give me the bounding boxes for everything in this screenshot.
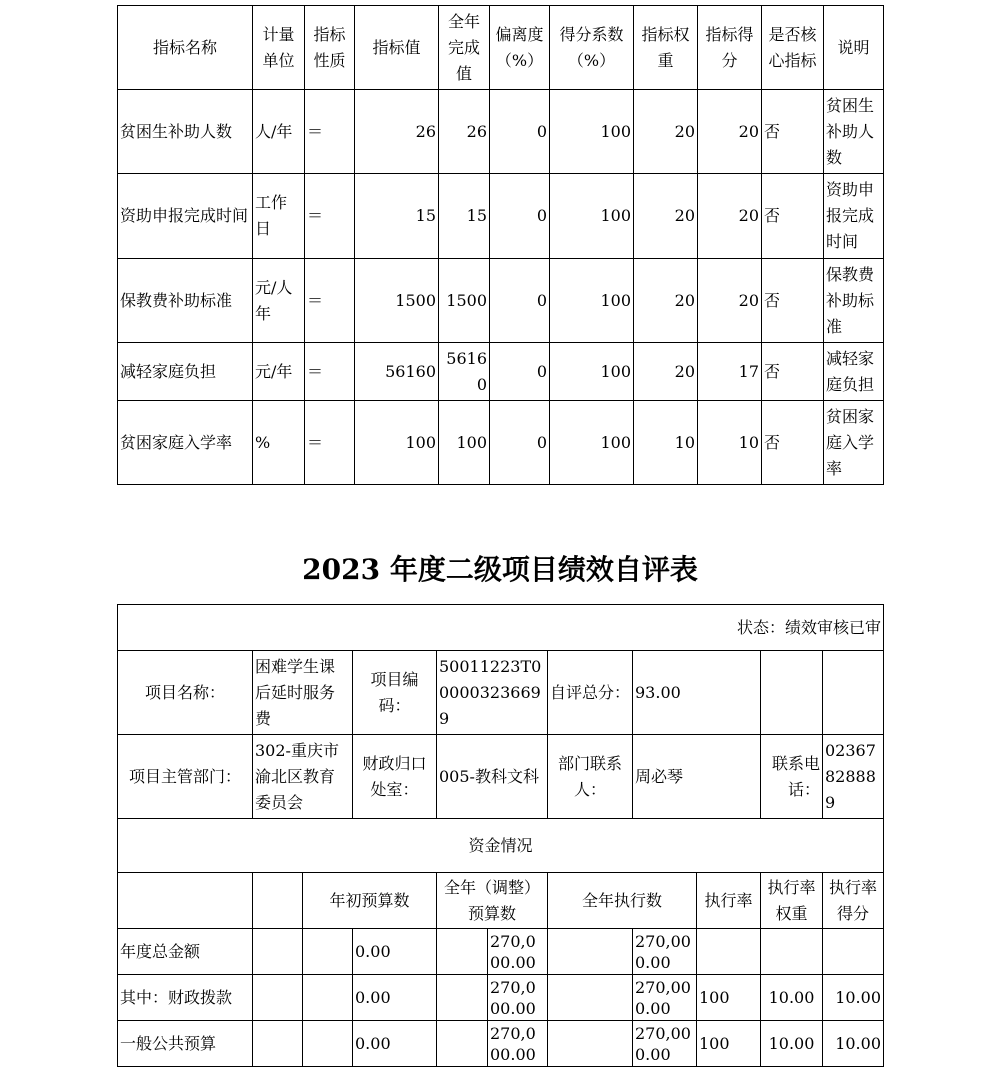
indicator-note: 贫困家庭入学率 (824, 401, 884, 485)
indicator-nature: ＝ (305, 174, 355, 259)
funds-label: 其中：财政拨款 (118, 975, 253, 1021)
funds-label: 一般公共预算 (118, 1021, 253, 1067)
funds-header-initial: 年初预算数 (303, 873, 437, 929)
empty-cell (548, 929, 633, 975)
indicator-deviation: 0 (490, 343, 550, 401)
funds-executed: 270,000.00 (633, 1021, 697, 1067)
indicator-unit: 元/人年 (253, 259, 305, 343)
indicator-unit: % (253, 401, 305, 485)
indicator-target: 15 (355, 174, 439, 259)
indicator-unit: 元/年 (253, 343, 305, 401)
self-score-value: 93.00 (633, 651, 761, 735)
empty-cell (548, 1021, 633, 1067)
indicator-name: 保教费补助标准 (118, 259, 253, 343)
empty-cell (303, 1021, 353, 1067)
indicator-score: 17 (698, 343, 762, 401)
indicator-note: 保教费补助标准 (824, 259, 884, 343)
indicator-core: 否 (762, 343, 824, 401)
indicator-actual: 56160 (439, 343, 490, 401)
table-row (118, 174, 884, 259)
indicator-core: 否 (762, 259, 824, 343)
indicator-unit: 人/年 (253, 90, 305, 174)
header-unit: 计量单位 (253, 6, 305, 90)
funds-title: 资金情况 (118, 819, 884, 873)
empty-cell (761, 651, 823, 735)
indicator-name: 贫困家庭入学率 (118, 401, 253, 485)
status-row (118, 605, 884, 651)
indicator-coef: 100 (550, 259, 634, 343)
dept-value: 302-重庆市渝北区教育委员会 (253, 735, 353, 819)
project-info-row (118, 651, 884, 735)
funds-rate: 100 (697, 975, 761, 1021)
indicator-name: 减轻家庭负担 (118, 343, 253, 401)
indicator-nature: ＝ (305, 90, 355, 174)
funds-rate-score: 10.00 (823, 1021, 884, 1067)
indicator-core: 否 (762, 401, 824, 485)
indicator-name: 贫困生补助人数 (118, 90, 253, 174)
funds-rate-score: 10.00 (823, 975, 884, 1021)
phone-label: 联系电话： (761, 735, 823, 819)
funds-title-row (118, 819, 884, 873)
evaluation-table (117, 604, 884, 1067)
funds-initial: 0.00 (353, 929, 437, 975)
department-row (118, 735, 884, 819)
finance-value: 005-教科文科 (437, 735, 548, 819)
table-row (118, 1021, 884, 1067)
empty-cell (253, 975, 303, 1021)
indicator-coef: 100 (550, 90, 634, 174)
table-row (118, 401, 884, 485)
table-row (118, 975, 884, 1021)
indicator-note: 资助申报完成时间 (824, 174, 884, 259)
empty-cell (437, 1021, 488, 1067)
funds-adjusted: 270,000.00 (488, 975, 548, 1021)
indicator-actual: 1500 (439, 259, 490, 343)
indicator-coef: 100 (550, 343, 634, 401)
indicator-nature: ＝ (305, 343, 355, 401)
indicator-nature: ＝ (305, 259, 355, 343)
header-name: 指标名称 (118, 6, 253, 90)
header-note: 说明 (824, 6, 884, 90)
indicator-weight: 10 (634, 401, 698, 485)
indicator-target: 100 (355, 401, 439, 485)
indicator-score: 10 (698, 401, 762, 485)
funds-adjusted: 270,000.00 (488, 929, 548, 975)
indicator-target: 26 (355, 90, 439, 174)
indicator-nature: ＝ (305, 401, 355, 485)
status-text: 状态：绩效审核已审 (118, 605, 884, 651)
empty-cell (303, 975, 353, 1021)
contact-value: 周必琴 (633, 735, 761, 819)
indicator-score: 20 (698, 90, 762, 174)
funds-executed: 270,000.00 (633, 975, 697, 1021)
funds-executed: 270,000.00 (633, 929, 697, 975)
funds-adjusted: 270,000.00 (488, 1021, 548, 1067)
indicator-weight: 20 (634, 259, 698, 343)
phone-value: 02367828889 (823, 735, 884, 819)
table-row (118, 929, 884, 975)
indicator-deviation: 0 (490, 174, 550, 259)
header-deviation: 偏离度（%） (490, 6, 550, 90)
empty-cell (823, 651, 884, 735)
indicator-weight: 20 (634, 90, 698, 174)
funds-rate-score (823, 929, 884, 975)
header-coef: 得分系数（%） (550, 6, 634, 90)
funds-label: 年度总金额 (118, 929, 253, 975)
indicator-coef: 100 (550, 174, 634, 259)
indicator-weight: 20 (634, 343, 698, 401)
funds-rate-weight: 10.00 (761, 1021, 823, 1067)
funds-header-adjusted: 全年（调整）预算数 (437, 873, 548, 929)
indicator-unit: 工作日 (253, 174, 305, 259)
indicator-name: 资助申报完成时间 (118, 174, 253, 259)
project-name-value: 困难学生课后延时服务费 (253, 651, 353, 735)
indicator-core: 否 (762, 90, 824, 174)
header-actual: 全年完成值 (439, 6, 490, 90)
empty-cell (253, 1021, 303, 1067)
self-score-label: 自评总分： (548, 651, 633, 735)
funds-rate-weight (761, 929, 823, 975)
dept-label: 项目主管部门： (118, 735, 253, 819)
funds-header-row (118, 873, 884, 929)
funds-rate-weight: 10.00 (761, 975, 823, 1021)
indicator-note: 减轻家庭负担 (824, 343, 884, 401)
indicator-target: 1500 (355, 259, 439, 343)
indicator-weight: 20 (634, 174, 698, 259)
empty-cell (253, 929, 303, 975)
table-row (118, 90, 884, 174)
indicator-coef: 100 (550, 401, 634, 485)
indicator-deviation: 0 (490, 259, 550, 343)
indicator-header-row (118, 6, 884, 90)
project-name-label: 项目名称： (118, 651, 253, 735)
header-target: 指标值 (355, 6, 439, 90)
indicator-table (117, 5, 884, 485)
funds-initial: 0.00 (353, 975, 437, 1021)
indicator-target: 56160 (355, 343, 439, 401)
header-weight: 指标权重 (634, 6, 698, 90)
empty-cell (437, 975, 488, 1021)
table-row (118, 343, 884, 401)
funds-header-executed: 全年执行数 (548, 873, 697, 929)
project-code-label: 项目编码： (353, 651, 437, 735)
page-title: 2023 年度二级项目绩效自评表 (302, 553, 698, 586)
indicator-note: 贫困生补助人数 (824, 90, 884, 174)
header-nature: 指标性质 (305, 6, 355, 90)
indicator-actual: 26 (439, 90, 490, 174)
indicator-score: 20 (698, 174, 762, 259)
indicator-actual: 100 (439, 401, 490, 485)
contact-label: 部门联系人： (548, 735, 633, 819)
funds-initial: 0.00 (353, 1021, 437, 1067)
funds-header-rate-weight: 执行率权重 (761, 873, 823, 929)
indicator-score: 20 (698, 259, 762, 343)
funds-header-rate-score: 执行率得分 (823, 873, 884, 929)
project-code-value: 50011223T000003236699 (437, 651, 548, 735)
funds-header-rate: 执行率 (697, 873, 761, 929)
empty-cell (548, 975, 633, 1021)
header-score: 指标得分 (698, 6, 762, 90)
empty-cell (253, 873, 303, 929)
finance-label: 财政归口处室： (353, 735, 437, 819)
funds-rate: 100 (697, 1021, 761, 1067)
empty-cell (437, 929, 488, 975)
indicator-actual: 15 (439, 174, 490, 259)
indicator-deviation: 0 (490, 401, 550, 485)
header-core: 是否核心指标 (762, 6, 824, 90)
indicator-deviation: 0 (490, 90, 550, 174)
indicator-core: 否 (762, 174, 824, 259)
funds-rate (697, 929, 761, 975)
table-row (118, 259, 884, 343)
empty-cell (303, 929, 353, 975)
empty-cell (118, 873, 253, 929)
